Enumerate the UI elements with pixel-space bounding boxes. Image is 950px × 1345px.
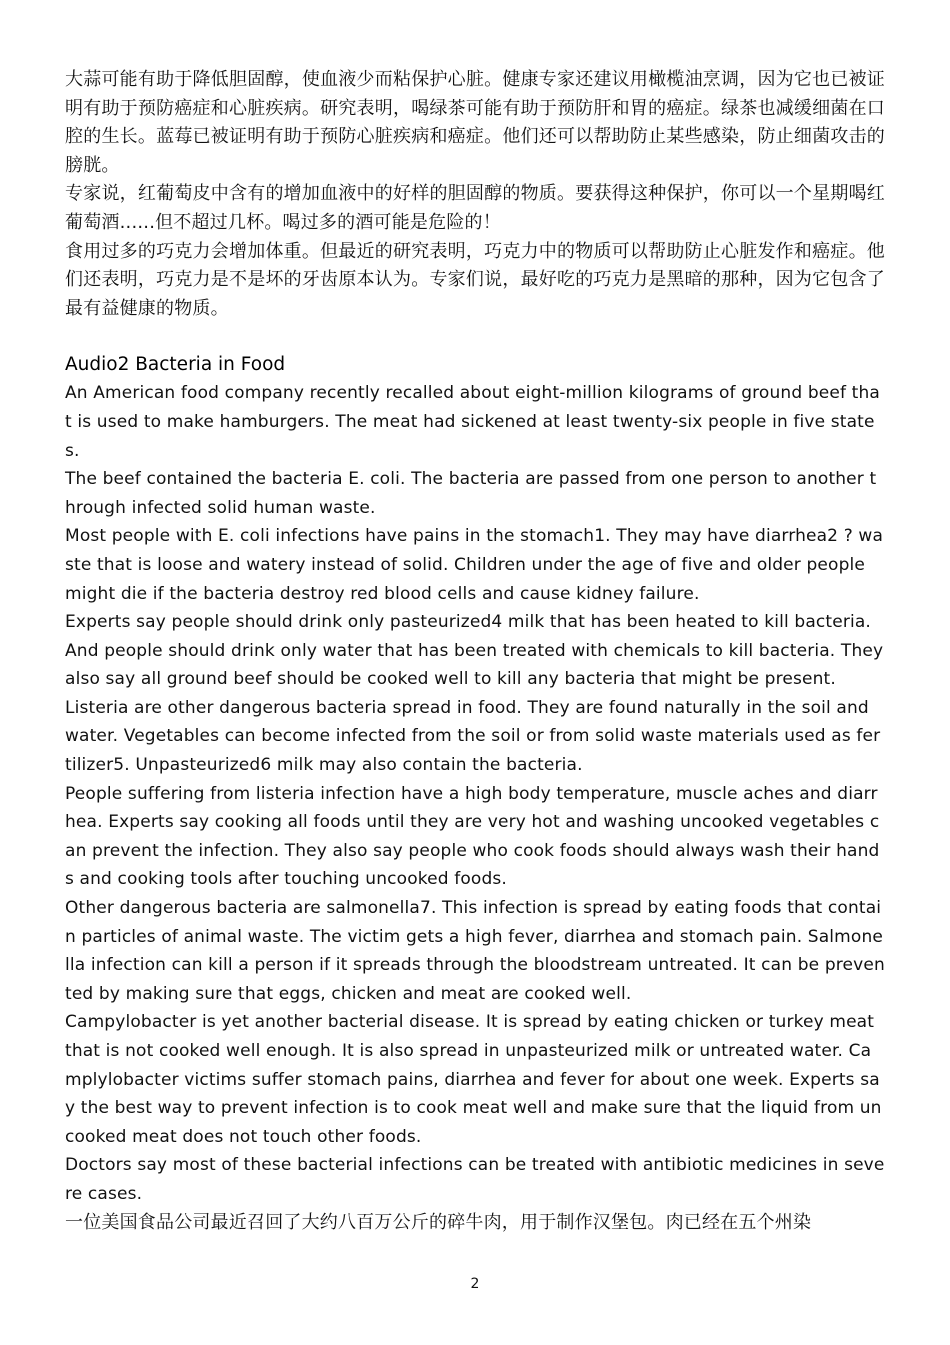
intro-paragraph-garlic: 大蒜可能有助于降低胆固醇，使血液少而粘保护心脏。健康专家还建议用橄榄油烹调，因为它也已被证明有助于预防癌症和心脏疾病。研究表明，喝绿茶可能有助于预防肝和胃的癌症。绿茶也减缓细菌在口腔的生长。蓝莓已被证明有助于预防心脏疾病和癌症。他们还可以帮助防止某些感染，防止细菌攻击的膀胱。 [65, 69, 885, 176]
document-page [65, 66, 885, 1237]
intro-paragraph-chocolate: 食用过多的巧克力会增加体重。但最近的研究表明，巧克力中的物质可以帮助防止心脏发作和癌症。他们还表明，巧克力是不是坏的牙齿原本认为。专家们说，最好吃的巧克力是黑暗的那种，因为它包含了最有益健康的物质。 [65, 240, 885, 319]
paragraph-listeria: Listeria are other dangerous bacteria spread in food. They are found naturally in the soil and water. Vegetables can become infected from the soil or from solid waste materials used as fertilizer5. Unpasteurized6 milk may also contain the bacteria. [65, 697, 881, 776]
paragraph-ecoli: The beef contained the bacteria E. coli. The bacteria are passed from one person to another through infected solid human waste. [65, 469, 877, 518]
paragraph-campylobacter: Campylobacter is yet another bacterial disease. It is spread by eating chicken or turkey meat that is not cooked well enough. It is also spread in unpasteurized milk or untreated water. Camplylobacter victims suffer stomach pains, diarrhea and fever for about one week. Experts say the best way to prevent infection is to cook meat well and make sure that the liquid from uncooked meat does not touch other foods. [65, 1012, 882, 1147]
paragraph-salmonella: Other dangerous bacteria are salmonella7. This infection is spread by eating foods that contain particles of animal waste. The victim gets a high fever, diarrhea and stomach pain. Salmonella infection can kill a person if it spreads through the bloodstream untreated. It can be prevented by making sure that eggs, chicken and meat are cooked well. [65, 898, 885, 1004]
paragraph-listeria-symptoms: People suffering from listeria infection have a high body temperature, muscle aches and diarrhea. Experts say cooking all foods until they are very hot and washing uncooked vegetables can prevent the infection. They also say people who cook foods should always wash their hands and cooking tools after touching uncooked foods. [65, 783, 880, 890]
paragraph-chinese-translation: 一位美国食品公司最近召回了大约八百万公斤的碎牛肉，用于制作汉堡包。肉已经在五个州染 [65, 1211, 812, 1233]
paragraph-experts-milk: Experts say people should drink only pasteurized4 milk that has been heated to kill bacteria. And people should drink only water that has been treated with chemicals to kill bacteria. They also say all ground beef should be cooked well to kill any bacteria that might be present. [65, 612, 884, 690]
paragraph-doctors: Doctors say most of these bacterial infections can be treated with antibiotic medicines in severe cases. [65, 1155, 885, 1204]
intro-paragraph-red-grape: 专家说，红葡萄皮中含有的增加血液中的好样的胆固醇的物质。要获得这种保护，你可以一个星期喝红葡萄酒......但不超过几杯。喝过多的酒可能是危险的！ [65, 183, 885, 233]
paragraph-recall: An American food company recently recalled about eight-million kilograms of ground beef that is used to make hamburgers. The meat had sickened at least twenty-six people in five states. [65, 383, 880, 461]
page-number: 2 [470, 1276, 480, 1292]
section-title: Audio2 Bacteria in Food [65, 354, 286, 376]
paragraph-symptoms: Most people with E. coli infections have pains in the stomach1. They may have diarrhea2 ? waste that is loose and watery instead of solid. Children under the age of five and older people might die if the bacteria destroy red blood cells and cause kidney failure. [65, 526, 884, 604]
